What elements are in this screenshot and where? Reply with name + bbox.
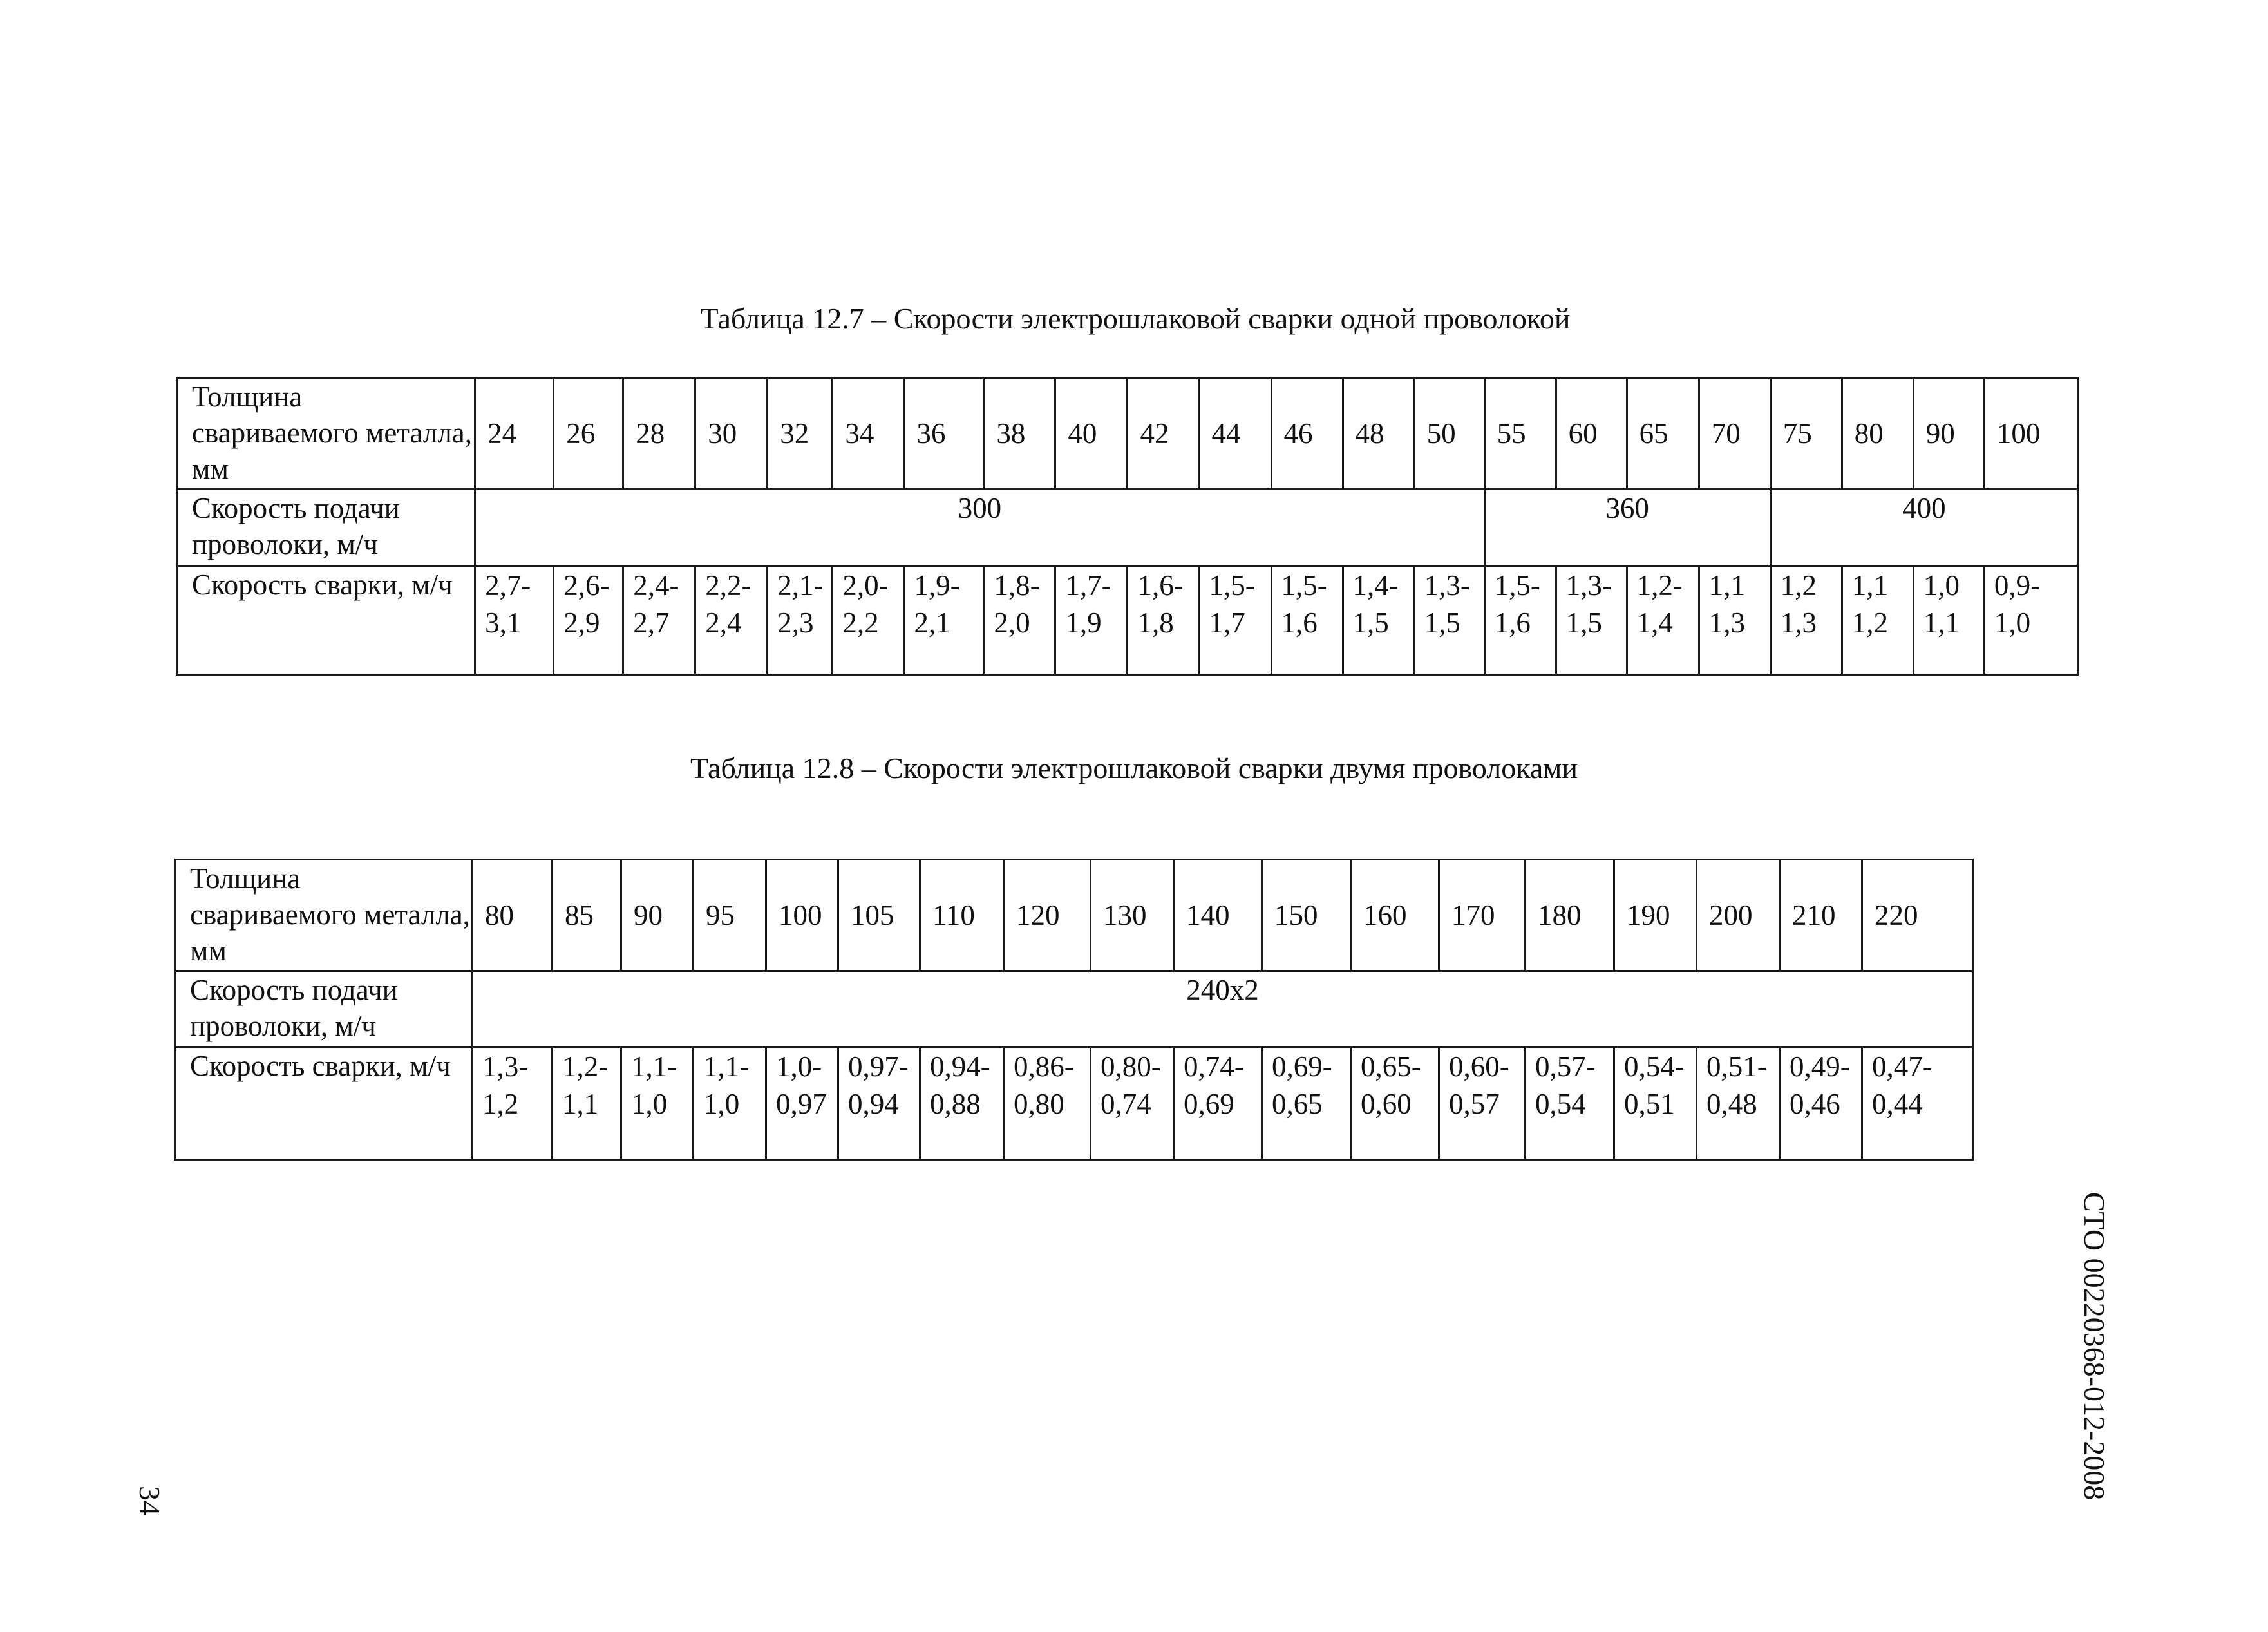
speed-upper: 1,1-	[703, 1050, 750, 1083]
speed-upper: 0,47-	[1872, 1050, 1933, 1083]
thickness-cell: 140	[1174, 860, 1262, 971]
thickness-cell: 32	[768, 378, 833, 489]
speed-lower: 2,2	[842, 607, 879, 639]
speed-cell	[1484, 566, 1556, 675]
speed-upper: 1,0-	[776, 1050, 822, 1083]
speed-lower: 0,60	[1361, 1088, 1412, 1120]
table-2-two-wires	[174, 859, 1974, 1161]
speed-cell	[1271, 566, 1343, 675]
speed-cell	[1862, 1047, 1973, 1160]
speed-lower: 2,1	[914, 607, 950, 639]
speed-lower: 0,94	[848, 1088, 899, 1120]
thickness-cell: 120	[1004, 860, 1091, 971]
speed-cell	[1414, 566, 1484, 675]
speed-cell	[838, 1047, 920, 1160]
speed-lower: 0,65	[1272, 1088, 1323, 1120]
speed-lower: 0,48	[1706, 1088, 1757, 1120]
speed-upper: 1,5-	[1209, 569, 1255, 602]
speed-lower: 0,88	[930, 1088, 981, 1120]
speed-cell	[984, 566, 1055, 675]
speed-cell	[768, 566, 833, 675]
table-row-feed	[175, 971, 1973, 1047]
speed-cell	[553, 1047, 621, 1160]
speed-cell	[1697, 1047, 1780, 1160]
speed-upper: 0,51-	[1706, 1050, 1767, 1083]
thickness-cell: 44	[1199, 378, 1271, 489]
thickness-cell: 48	[1343, 378, 1414, 489]
row-label-thickness: Толщина свариваемого металла, мм	[177, 378, 475, 489]
speed-cell	[1128, 566, 1199, 675]
speed-upper: 0,54-	[1624, 1050, 1685, 1083]
speed-upper: 1,3-	[482, 1050, 529, 1083]
speed-upper: 0,49-	[1790, 1050, 1850, 1083]
table-1-single-wire	[176, 377, 2079, 676]
thickness-cell: 160	[1351, 860, 1439, 971]
thickness-cell: 60	[1556, 378, 1627, 489]
feed-rate-cell: 240x2	[473, 971, 1973, 1047]
speed-upper: 1,1-	[631, 1050, 677, 1083]
speed-cell	[1004, 1047, 1091, 1160]
speed-cell	[1614, 1047, 1697, 1160]
speed-lower: 1,5	[1565, 607, 1602, 639]
thickness-cell: 150	[1262, 860, 1351, 971]
thickness-cell: 30	[695, 378, 768, 489]
speed-upper: 0,97-	[848, 1050, 909, 1083]
speed-lower: 0,69	[1184, 1088, 1234, 1120]
speed-upper: 0,57-	[1535, 1050, 1596, 1083]
speed-lower: 1,9	[1065, 607, 1102, 639]
thickness-cell: 28	[623, 378, 695, 489]
speed-lower: 2,0	[994, 607, 1030, 639]
speed-cell	[623, 566, 695, 675]
thickness-cell: 90	[621, 860, 694, 971]
speed-upper: 1,5-	[1494, 569, 1540, 602]
table-row-speed	[177, 566, 2078, 675]
table-row-thickness	[175, 860, 1973, 971]
speed-lower: 1,5	[1352, 607, 1389, 639]
speed-lower: 1,6	[1494, 607, 1531, 639]
speed-cell	[1556, 566, 1627, 675]
speed-upper: 2,7-	[485, 569, 531, 602]
thickness-cell: 75	[1770, 378, 1842, 489]
feed-rate-cell: 400	[1770, 489, 2077, 566]
thickness-cell: 210	[1780, 860, 1862, 971]
thickness-cell: 46	[1271, 378, 1343, 489]
speed-lower: 0,74	[1101, 1088, 1151, 1120]
thickness-cell: 38	[984, 378, 1055, 489]
row-label-thickness: Толщина свариваемого металла, мм	[175, 860, 473, 971]
speed-lower: 2,9	[563, 607, 600, 639]
thickness-cell: 80	[473, 860, 553, 971]
speed-upper: 1,1	[1851, 569, 1888, 602]
speed-cell	[1343, 566, 1414, 675]
thickness-cell: 110	[920, 860, 1004, 971]
speed-lower: 1,3	[1708, 607, 1745, 639]
thickness-cell: 65	[1627, 378, 1699, 489]
thickness-cell: 170	[1439, 860, 1526, 971]
thickness-cell: 26	[554, 378, 623, 489]
speed-lower: 0,57	[1449, 1088, 1500, 1120]
speed-upper: 1,0	[1923, 569, 1960, 602]
thickness-cell: 36	[904, 378, 984, 489]
speed-cell	[1055, 566, 1128, 675]
table-row-speed	[175, 1047, 1973, 1160]
speed-lower: 2,4	[705, 607, 742, 639]
speed-cell	[1984, 566, 2077, 675]
speed-upper: 2,6-	[563, 569, 610, 602]
speed-lower: 1,2	[1851, 607, 1888, 639]
speed-lower: 1,3	[1780, 607, 1817, 639]
thickness-cell: 200	[1697, 860, 1780, 971]
speed-cell	[1780, 1047, 1862, 1160]
speed-upper: 2,0-	[842, 569, 889, 602]
speed-lower: 2,3	[777, 607, 814, 639]
speed-cell	[1351, 1047, 1439, 1160]
speed-upper: 0,80-	[1101, 1050, 1161, 1083]
speed-cell	[475, 566, 554, 675]
speed-upper: 1,6-	[1137, 569, 1184, 602]
speed-cell	[904, 566, 984, 675]
speed-lower: 0,46	[1790, 1088, 1840, 1120]
speed-lower: 0,97	[776, 1088, 827, 1120]
speed-cell	[473, 1047, 553, 1160]
speed-cell	[621, 1047, 694, 1160]
thickness-cell: 40	[1055, 378, 1128, 489]
speed-upper: 0,9-	[1994, 569, 2041, 602]
speed-upper: 1,3-	[1565, 569, 1612, 602]
thickness-cell: 42	[1128, 378, 1199, 489]
row-label-feed: Скорость подачи проволоки, м/ч	[175, 971, 473, 1047]
row-label-speed: Скорость сварки, м/ч	[175, 1047, 473, 1160]
speed-lower: 1,8	[1137, 607, 1174, 639]
thickness-cell: 95	[694, 860, 766, 971]
speed-upper: 1,1	[1708, 569, 1745, 602]
speed-cell	[1439, 1047, 1526, 1160]
thickness-cell: 220	[1862, 860, 1973, 971]
speed-cell	[1842, 566, 1913, 675]
thickness-cell: 80	[1842, 378, 1913, 489]
speed-cell	[1091, 1047, 1174, 1160]
speed-lower: 1,1	[1923, 607, 1960, 639]
speed-cell	[1627, 566, 1699, 675]
speed-cell	[833, 566, 904, 675]
speed-lower: 0,44	[1872, 1088, 1923, 1120]
speed-upper: 2,4-	[633, 569, 679, 602]
speed-upper: 0,94-	[930, 1050, 990, 1083]
speed-upper: 0,74-	[1184, 1050, 1244, 1083]
feed-rate-cell: 360	[1484, 489, 1770, 566]
speed-cell	[1199, 566, 1271, 675]
speed-cell	[920, 1047, 1004, 1160]
thickness-cell: 70	[1699, 378, 1770, 489]
speed-lower: 0,51	[1624, 1088, 1675, 1120]
speed-cell	[1526, 1047, 1614, 1160]
speed-lower: 0,80	[1014, 1088, 1064, 1120]
speed-cell	[554, 566, 623, 675]
speed-lower: 1,4	[1636, 607, 1673, 639]
speed-upper: 1,7-	[1065, 569, 1111, 602]
speed-lower: 1,5	[1424, 607, 1460, 639]
thickness-cell: 50	[1414, 378, 1484, 489]
table-row-thickness	[177, 378, 2078, 489]
speed-lower: 1,0	[631, 1088, 668, 1120]
speed-upper: 1,2-	[1636, 569, 1683, 602]
speed-upper: 1,3-	[1424, 569, 1470, 602]
thickness-cell: 85	[553, 860, 621, 971]
speed-upper: 0,65-	[1361, 1050, 1421, 1083]
table-1-caption: Таблица 12.7 – Скорости электрошлаковой сварки одной проволокой	[700, 302, 1571, 335]
speed-lower: 2,7	[633, 607, 670, 639]
speed-lower: 1,2	[482, 1088, 519, 1120]
thickness-cell: 55	[1484, 378, 1556, 489]
speed-upper: 2,2-	[705, 569, 751, 602]
row-label-feed: Скорость подачи проволоки, м/ч	[177, 489, 475, 566]
thickness-cell: 100	[766, 860, 838, 971]
speed-upper: 0,60-	[1449, 1050, 1509, 1083]
speed-upper: 1,8-	[994, 569, 1040, 602]
thickness-cell: 190	[1614, 860, 1697, 971]
speed-cell	[1699, 566, 1770, 675]
speed-lower: 1,7	[1209, 607, 1245, 639]
speed-lower: 0,54	[1535, 1088, 1586, 1120]
speed-lower: 1,1	[562, 1088, 599, 1120]
speed-cell	[1262, 1047, 1351, 1160]
speed-cell	[1770, 566, 1842, 675]
thickness-cell: 180	[1526, 860, 1614, 971]
speed-cell	[1174, 1047, 1262, 1160]
thickness-cell: 34	[833, 378, 904, 489]
row-label-speed: Скорость сварки, м/ч	[177, 566, 475, 675]
speed-upper: 1,9-	[914, 569, 960, 602]
speed-upper: 1,2-	[562, 1050, 609, 1083]
table-2-caption: Таблица 12.8 – Скорости электрошлаковой сварки двумя проволоками	[690, 752, 1578, 784]
thickness-cell: 90	[1913, 378, 1984, 489]
thickness-cell: 100	[1984, 378, 2077, 489]
table-row-feed	[177, 489, 2078, 566]
speed-upper: 0,69-	[1272, 1050, 1332, 1083]
thickness-cell: 130	[1091, 860, 1174, 971]
document-code: СТО 00220368-012-2008	[2078, 1191, 2111, 1501]
speed-cell	[766, 1047, 838, 1160]
speed-cell	[695, 566, 768, 675]
speed-upper: 0,86-	[1014, 1050, 1074, 1083]
thickness-cell: 24	[475, 378, 554, 489]
speed-upper: 1,5-	[1281, 569, 1327, 602]
speed-upper: 2,1-	[777, 569, 824, 602]
feed-rate-cell: 300	[475, 489, 1484, 566]
speed-upper: 1,4-	[1352, 569, 1399, 602]
speed-cell	[694, 1047, 766, 1160]
speed-lower: 3,1	[485, 607, 522, 639]
speed-cell	[1913, 566, 1984, 675]
page-number: 34	[133, 1486, 166, 1515]
speed-lower: 1,6	[1281, 607, 1318, 639]
thickness-cell: 105	[838, 860, 920, 971]
speed-lower: 1,0	[703, 1088, 740, 1120]
speed-upper: 1,2	[1780, 569, 1817, 602]
speed-lower: 1,0	[1994, 607, 2031, 639]
